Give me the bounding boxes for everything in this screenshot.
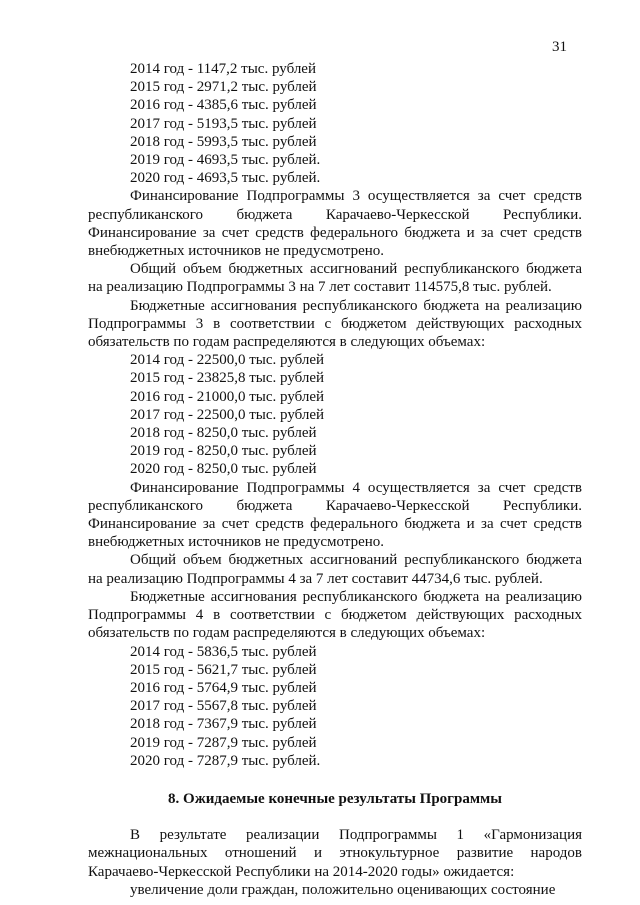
- budget-list-item: 2019 год - 8250,0 тыс. рублей: [130, 443, 317, 460]
- budget-list-item: 2020 год - 8250,0 тыс. рублей: [130, 461, 317, 478]
- section-heading: 8. Ожидаемые конечные результаты Программы: [168, 790, 502, 807]
- budget-list-item: 2018 год - 5993,5 тыс. рублей: [130, 133, 317, 150]
- budget-list-item: 2015 год - 5621,7 тыс. рублей: [130, 661, 317, 678]
- budget-list-item: 2014 год - 1147,2 тыс. рублей: [130, 61, 316, 77]
- page-content: [88, 60, 582, 899]
- budget-list-item: 2018 год - 7367,9 тыс. рублей: [130, 716, 317, 733]
- budget-list-item: 2016 год - 4385,6 тыс. рублей: [130, 97, 317, 114]
- budget-list-item: 2016 год - 21000,0 тыс. рублей: [130, 388, 325, 405]
- budget-list-item: 2019 год - 7287,9 тыс. рублей: [130, 734, 317, 751]
- budget-list-item: 2017 год - 5567,8 тыс. рублей: [130, 698, 317, 715]
- paragraph-share-increase: увеличение доли граждан, положительно оценивающих состояние: [130, 881, 556, 898]
- paragraph-allocations-subprogram-3: Бюджетные ассигнования республиканского бюджета на реализацию Подпрограммы 3 в соответствии с бюджетом действующих расходных обязательств по годам распределяются в следующих объемах:: [88, 297, 582, 351]
- budget-list-1: [88, 60, 582, 187]
- paragraph-financing-subprogram-3: Финансирование Подпрограммы 3 осуществляется за счет средств республиканского бюджета Карачаево-Черкесской Республики. Финансирование за счет средств федерального бюджета и за счет средств внебюджетных источников не предусмотрено.: [88, 188, 582, 260]
- budget-list-item: 2014 год - 5836,5 тыс. рублей: [130, 643, 317, 660]
- budget-list-2: [88, 351, 582, 478]
- budget-list-item: 2018 год - 8250,0 тыс. рублей: [130, 425, 317, 442]
- paragraph-total-subprogram-4: Общий объем бюджетных ассигнований республиканского бюджета на реализацию Подпрограммы 4 за 7 лет составит 44734,6 тыс. рублей.: [88, 552, 582, 587]
- budget-list-item: 2020 год - 4693,5 тыс. рублей.: [130, 170, 321, 187]
- budget-list-item: 2016 год - 5764,9 тыс. рублей: [130, 679, 317, 696]
- paragraph-total-subprogram-3: Общий объем бюджетных ассигнований республиканского бюджета на реализацию Подпрограммы 3 на 7 лет составит 114575,8 тыс. рублей.: [88, 261, 582, 296]
- budget-list-item: 2014 год - 22500,0 тыс. рублей: [130, 352, 325, 369]
- budget-list-item: 2017 год - 5193,5 тыс. рублей: [130, 115, 317, 132]
- budget-list-item: 2019 год - 4693,5 тыс. рублей.: [130, 152, 321, 169]
- budget-list-3: [88, 643, 582, 770]
- paragraph-expected-results: В результате реализации Подпрограммы 1 «Гармонизация межнациональных отношений и этнокультурное развитие народов Карачаево-Черкесской Республики на 2014-2020 годы» ожидается:: [88, 827, 582, 880]
- budget-list-item: 2017 год - 22500,0 тыс. рублей: [130, 406, 325, 423]
- budget-list-item: 2015 год - 2971,2 тыс. рублей: [130, 79, 317, 96]
- page-number: 31: [552, 39, 567, 55]
- paragraph-allocations-subprogram-4: Бюджетные ассигнования республиканского бюджета на реализацию Подпрограммы 4 в соответствии с бюджетом действующих расходных обязательств по годам распределяются в следующих объемах:: [88, 588, 582, 642]
- budget-list-item: 2020 год - 7287,9 тыс. рублей.: [130, 752, 321, 769]
- paragraph-financing-subprogram-4: Финансирование Подпрограммы 4 осуществляется за счет средств республиканского бюджета Карачаево-Черкесской Республики. Финансирование за счет средств федерального бюджета и за счет средств внебюджетных источников не предусмотрено.: [88, 479, 582, 551]
- budget-list-item: 2015 год - 23825,8 тыс. рублей: [130, 370, 325, 387]
